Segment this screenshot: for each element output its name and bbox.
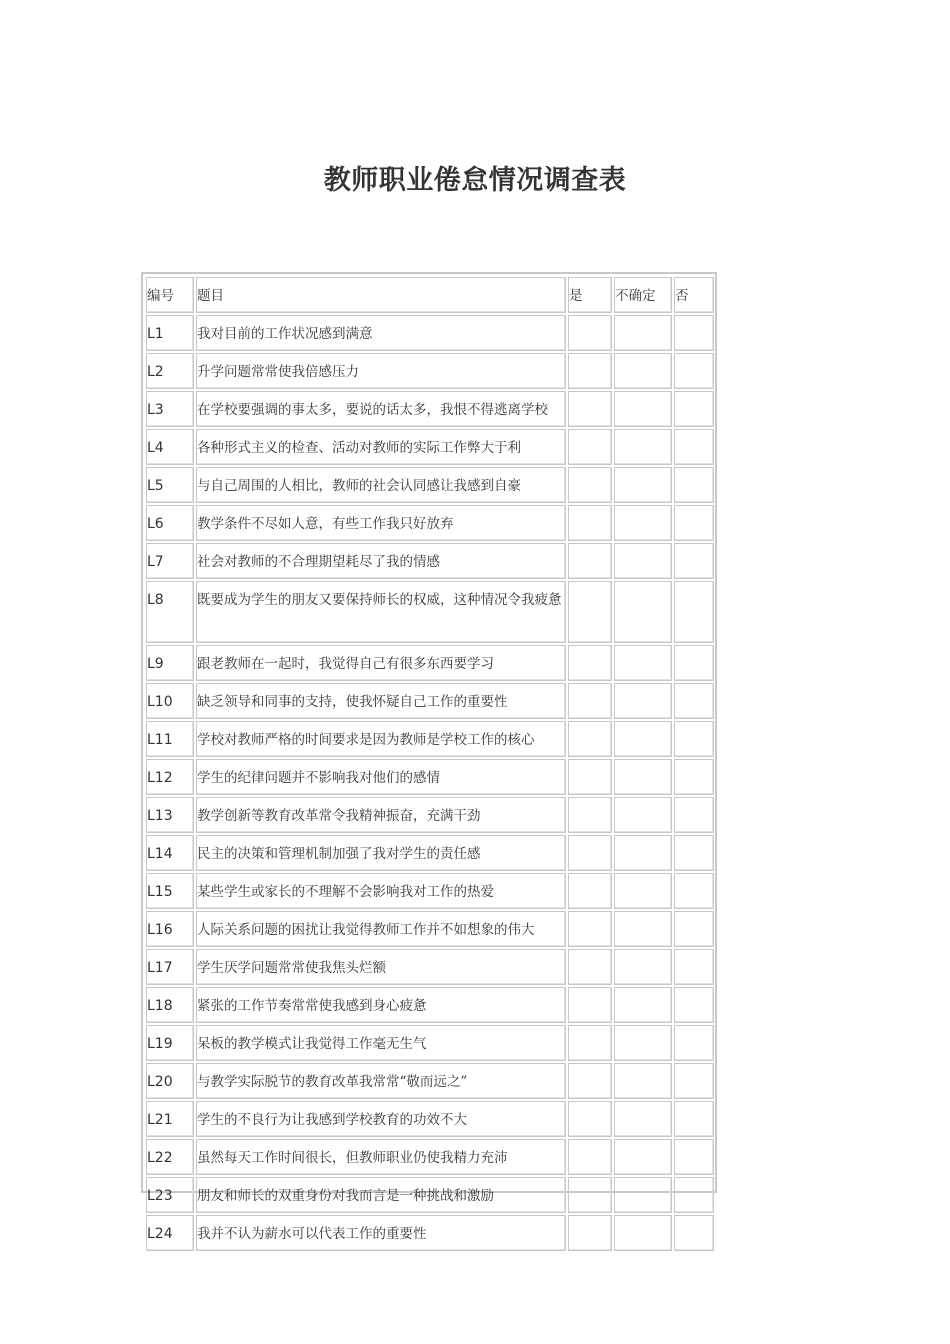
table-row — [146, 645, 714, 681]
table-row — [146, 759, 714, 795]
answer-unsure-cell[interactable] — [614, 759, 672, 795]
answer-no-cell[interactable] — [674, 429, 714, 465]
answer-unsure-cell[interactable] — [614, 873, 672, 909]
answer-no-cell[interactable] — [674, 683, 714, 719]
answer-unsure-cell[interactable] — [614, 1063, 672, 1099]
table-row — [146, 683, 714, 719]
row-question: 教学创新等教育改革常令我精神振奋，充满干劲 — [196, 797, 566, 833]
row-question: 教学条件不尽如人意，有些工作我只好放弃 — [196, 505, 566, 541]
answer-yes-cell[interactable] — [568, 987, 612, 1023]
answer-no-cell[interactable] — [674, 759, 714, 795]
answer-no-cell[interactable] — [674, 1177, 714, 1213]
answer-unsure-cell[interactable] — [614, 797, 672, 833]
row-id: L1 — [146, 315, 194, 351]
answer-no-cell[interactable] — [674, 543, 714, 579]
answer-yes-cell[interactable] — [568, 1215, 612, 1251]
row-question: 学生的不良行为让我感到学校教育的功效不大 — [196, 1101, 566, 1137]
row-id: L16 — [146, 911, 194, 947]
table-row — [146, 721, 714, 757]
answer-yes-cell[interactable] — [568, 1025, 612, 1061]
answer-unsure-cell[interactable] — [614, 543, 672, 579]
answer-no-cell[interactable] — [674, 1139, 714, 1175]
table-row — [146, 1025, 714, 1061]
answer-unsure-cell[interactable] — [614, 1139, 672, 1175]
answer-no-cell[interactable] — [674, 911, 714, 947]
row-id: L23 — [146, 1177, 194, 1213]
row-question: 与自己周围的人相比，教师的社会认同感让我感到自豪 — [196, 467, 566, 503]
row-question: 与教学实际脱节的教育改革我常常“敬而远之” — [196, 1063, 566, 1099]
answer-yes-cell[interactable] — [568, 683, 612, 719]
table-row — [146, 467, 714, 503]
survey-table — [144, 275, 716, 1253]
table-row — [146, 543, 714, 579]
table-row — [146, 391, 714, 427]
row-id: L8 — [146, 581, 194, 643]
row-id: L11 — [146, 721, 194, 757]
answer-no-cell[interactable] — [674, 873, 714, 909]
answer-yes-cell[interactable] — [568, 797, 612, 833]
table-row — [146, 797, 714, 833]
table-row — [146, 505, 714, 541]
row-id: L6 — [146, 505, 194, 541]
answer-unsure-cell[interactable] — [614, 1101, 672, 1137]
row-question: 学校对教师严格的时间要求是因为教师是学校工作的核心 — [196, 721, 566, 757]
table-row — [146, 835, 714, 871]
row-id: L12 — [146, 759, 194, 795]
answer-no-cell[interactable] — [674, 1025, 714, 1061]
table-row — [146, 911, 714, 947]
answer-unsure-cell[interactable] — [614, 721, 672, 757]
row-id: L4 — [146, 429, 194, 465]
answer-yes-cell[interactable] — [568, 1101, 612, 1137]
answer-unsure-cell[interactable] — [614, 467, 672, 503]
row-question: 各种形式主义的检查、活动对教师的实际工作弊大于利 — [196, 429, 566, 465]
table-row — [146, 1177, 714, 1213]
row-question: 人际关系问题的困扰让我觉得教师工作并不如想象的伟大 — [196, 911, 566, 947]
table-row — [146, 1215, 714, 1251]
row-id: L5 — [146, 467, 194, 503]
row-question: 跟老教师在一起时，我觉得自己有很多东西要学习 — [196, 645, 566, 681]
answer-yes-cell[interactable] — [568, 353, 612, 389]
header-yes: 是 — [568, 277, 612, 313]
answer-unsure-cell[interactable] — [614, 1215, 672, 1251]
row-id: L7 — [146, 543, 194, 579]
answer-yes-cell[interactable] — [568, 315, 612, 351]
row-question: 虽然每天工作时间很长，但教师职业仍使我精力充沛 — [196, 1139, 566, 1175]
answer-unsure-cell[interactable] — [614, 1025, 672, 1061]
answer-no-cell[interactable] — [674, 949, 714, 985]
answer-unsure-cell[interactable] — [614, 949, 672, 985]
answer-no-cell[interactable] — [674, 835, 714, 871]
row-question: 我对目前的工作状况感到满意 — [196, 315, 566, 351]
row-question: 呆板的教学模式让我觉得工作毫无生气 — [196, 1025, 566, 1061]
answer-no-cell[interactable] — [674, 1215, 714, 1251]
row-question: 社会对教师的不合理期望耗尽了我的情感 — [196, 543, 566, 579]
answer-yes-cell[interactable] — [568, 543, 612, 579]
header-no: 否 — [674, 277, 714, 313]
answer-no-cell[interactable] — [674, 467, 714, 503]
answer-unsure-cell[interactable] — [614, 581, 672, 643]
answer-no-cell[interactable] — [674, 315, 714, 351]
survey-table-frame — [141, 272, 717, 1242]
row-id: L3 — [146, 391, 194, 427]
table-row — [146, 353, 714, 389]
answer-yes-cell[interactable] — [568, 391, 612, 427]
answer-yes-cell[interactable] — [568, 1063, 612, 1099]
row-question: 既要成为学生的朋友又要保持师长的权威，这种情况令我疲惫 — [196, 581, 566, 643]
answer-yes-cell[interactable] — [568, 645, 612, 681]
answer-unsure-cell[interactable] — [614, 987, 672, 1023]
answer-unsure-cell[interactable] — [614, 911, 672, 947]
answer-yes-cell[interactable] — [568, 721, 612, 757]
answer-unsure-cell[interactable] — [614, 429, 672, 465]
answer-unsure-cell[interactable] — [614, 391, 672, 427]
answer-no-cell[interactable] — [674, 797, 714, 833]
answer-yes-cell[interactable] — [568, 429, 612, 465]
answer-yes-cell[interactable] — [568, 835, 612, 871]
answer-unsure-cell[interactable] — [614, 835, 672, 871]
row-id: L18 — [146, 987, 194, 1023]
header-question: 题目 — [196, 277, 566, 313]
answer-yes-cell[interactable] — [568, 759, 612, 795]
row-id: L20 — [146, 1063, 194, 1099]
table-row — [146, 1139, 714, 1175]
row-id: L15 — [146, 873, 194, 909]
row-id: L9 — [146, 645, 194, 681]
answer-unsure-cell[interactable] — [614, 315, 672, 351]
answer-no-cell[interactable] — [674, 391, 714, 427]
table-row — [146, 987, 714, 1023]
answer-yes-cell[interactable] — [568, 467, 612, 503]
table-header-row — [146, 277, 714, 313]
row-id: L2 — [146, 353, 194, 389]
answer-yes-cell[interactable] — [568, 1177, 612, 1213]
answer-no-cell[interactable] — [674, 505, 714, 541]
answer-yes-cell[interactable] — [568, 873, 612, 909]
row-question: 民主的决策和管理机制加强了我对学生的责任感 — [196, 835, 566, 871]
answer-no-cell[interactable] — [674, 1063, 714, 1099]
table-row — [146, 315, 714, 351]
answer-unsure-cell[interactable] — [614, 645, 672, 681]
row-question: 在学校要强调的事太多，要说的话太多，我恨不得逃离学校 — [196, 391, 566, 427]
table-row — [146, 581, 714, 643]
row-id: L22 — [146, 1139, 194, 1175]
row-id: L19 — [146, 1025, 194, 1061]
answer-yes-cell[interactable] — [568, 1139, 612, 1175]
answer-unsure-cell[interactable] — [614, 683, 672, 719]
page-title: 教师职业倦怠情况调查表 — [323, 165, 627, 196]
row-question: 某些学生或家长的不理解不会影响我对工作的热爱 — [196, 873, 566, 909]
answer-no-cell[interactable] — [674, 353, 714, 389]
row-question: 学生的纪律问题并不影响我对他们的感情 — [196, 759, 566, 795]
answer-no-cell[interactable] — [674, 987, 714, 1023]
table-row — [146, 1063, 714, 1099]
row-id: L17 — [146, 949, 194, 985]
row-question: 学生厌学问题常常使我焦头烂额 — [196, 949, 566, 985]
answer-unsure-cell[interactable] — [614, 505, 672, 541]
row-id: L13 — [146, 797, 194, 833]
row-id: L21 — [146, 1101, 194, 1137]
row-question: 朋友和师长的双重身份对我而言是一种挑战和激励 — [196, 1177, 566, 1213]
answer-unsure-cell[interactable] — [614, 1177, 672, 1213]
table-row — [146, 873, 714, 909]
table-row — [146, 429, 714, 465]
answer-yes-cell[interactable] — [568, 911, 612, 947]
answer-unsure-cell[interactable] — [614, 353, 672, 389]
survey-table-body — [146, 277, 714, 1251]
row-question: 升学问题常常使我倍感压力 — [196, 353, 566, 389]
header-id: 编号 — [146, 277, 194, 313]
row-id: L10 — [146, 683, 194, 719]
row-id: L24 — [146, 1215, 194, 1251]
row-id: L14 — [146, 835, 194, 871]
table-row — [146, 949, 714, 985]
answer-no-cell[interactable] — [674, 581, 714, 643]
header-unsure: 不确定 — [614, 277, 672, 313]
answer-yes-cell[interactable] — [568, 505, 612, 541]
answer-yes-cell[interactable] — [568, 949, 612, 985]
answer-no-cell[interactable] — [674, 721, 714, 757]
row-question: 缺乏领导和同事的支持，使我怀疑自己工作的重要性 — [196, 683, 566, 719]
answer-no-cell[interactable] — [674, 645, 714, 681]
table-row — [146, 1101, 714, 1137]
answer-yes-cell[interactable] — [568, 581, 612, 643]
answer-no-cell[interactable] — [674, 1101, 714, 1137]
row-question: 紧张的工作节奏常常使我感到身心疲惫 — [196, 987, 566, 1023]
row-question: 我并不认为薪水可以代表工作的重要性 — [196, 1215, 566, 1251]
